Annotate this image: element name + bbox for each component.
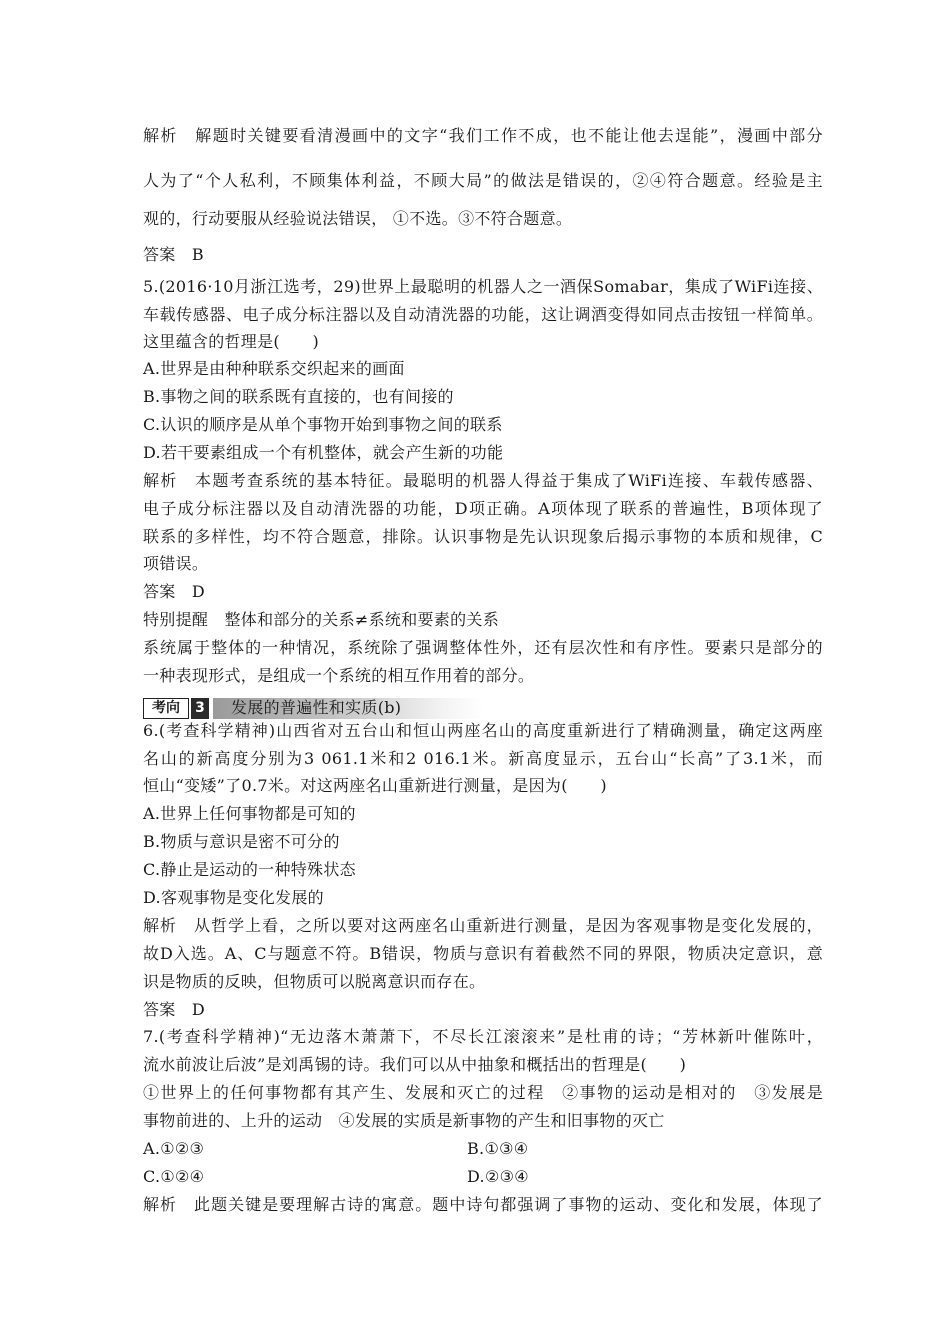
- q6-option-d: D.客观事物是变化发展的: [143, 888, 324, 907]
- q5-option-a: A.世界是由种种联系交织起来的画面: [143, 359, 405, 378]
- analysis-q6-line2: 故D入选。A、C与题意不符。B错误，物质与意识有着截然不同的界限，物质决定意识，意: [143, 944, 823, 963]
- section-tag: 考向: [143, 698, 189, 719]
- analysis-q4-line1: 解析 解题时关键要看清漫画中的文字“我们工作不成，也不能让他去逞能”，漫画中部分: [143, 126, 823, 145]
- special-tip-line2: 一种表现形式，是组成一个系统的相互作用着的部分。: [143, 666, 535, 685]
- special-tip-heading: 特别提醒 整体和部分的关系≠系统和要素的关系: [143, 610, 500, 629]
- section-number: 3: [191, 698, 209, 719]
- q5-option-d: D.若干要素组成一个有机整体，就会产生新的功能: [143, 443, 504, 462]
- analysis-q5-line1: 解析 本题考查系统的基本特征。最聪明的机器人得益于集成了WiFi连接、车载传感器、: [143, 471, 823, 490]
- analysis-q4-line3: 观的，行动要服从经验说法错误， ①不选。③不符合题意。: [143, 209, 573, 228]
- analysis-q6-line1: 解析 从哲学上看，之所以要对这两座名山重新进行测量，是因为客观事物是变化发展的，: [143, 916, 823, 935]
- question-6-line2: 名山的新高度分别为3 061.1米和2 016.1米。新高度显示，五台山“长高”了3.1米，而: [143, 749, 823, 768]
- q6-option-a: A.世界上任何事物都是可知的: [143, 804, 356, 823]
- analysis-q5-line3: 联系的多样性，均不符合题意，排除。认识事物是先认识现象后揭示事物的本质和规律，C: [143, 527, 823, 546]
- question-5-line1: 5.(2016·10月浙江选考，29)世界上最聪明的机器人之一酒保Somabar，集成了WiFi连接、: [143, 277, 823, 296]
- question-6-line3: 恒山“变矮”了0.7米。对这两座名山重新进行测量，是因为( ): [143, 776, 607, 795]
- analysis-q6-line3: 识是物质的反映，但物质可以脱离意识而存在。: [143, 972, 486, 991]
- question-7-line2: 流水前波让后波”是刘禹锡的诗。我们可以从中抽象和概括出的哲理是( ): [143, 1055, 687, 1074]
- question-7-line1: 7.(考查科学精神)“无边落木萧萧下，不尽长江滚滚来”是杜甫的诗；“芳林新叶催陈叶，: [143, 1027, 823, 1046]
- answer-q4: 答案 B: [143, 245, 204, 264]
- q6-option-c: C.静止是运动的一种特殊状态: [143, 860, 356, 879]
- q7-option-d: D.②③④: [467, 1167, 529, 1186]
- question-5-line3: 这里蕴含的哲理是( ): [143, 332, 320, 351]
- special-tip-line1: 系统属于整体的一种情况，系统除了强调整体性外，还有层次性和有序性。要素只是部分的: [143, 638, 823, 657]
- analysis-q5-line4: 项错误。: [143, 554, 209, 573]
- question-6-line1: 6.(考查科学精神)山西省对五台山和恒山两座名山的高度重新进行了精确测量，确定这两座: [143, 721, 823, 740]
- q6-option-b: B.物质与意识是密不可分的: [143, 832, 340, 851]
- q5-option-c: C.认识的顺序是从单个事物开始到事物之间的联系: [143, 415, 503, 434]
- q5-option-b: B.事物之间的联系既有直接的，也有间接的: [143, 387, 454, 406]
- analysis-q5-line2: 电子成分标注器以及自动清洗器的功能，D项正确。A项体现了联系的普遍性，B项体现了: [143, 499, 823, 518]
- section-header: [143, 698, 819, 719]
- analysis-q4-line2: 人为了“个人私利，不顾集体利益，不顾大局”的做法是错误的，②④符合题意。经验是主: [143, 171, 823, 190]
- q7-option-a: A.①②③: [143, 1139, 205, 1158]
- answer-q5: 答案 D: [143, 582, 206, 601]
- question-5-line2: 车载传感器、电子成分标注器以及自动清洗器的功能，这让调酒变得如同点击按钮一样简单。: [143, 305, 823, 324]
- q7-option-c: C.①②④: [143, 1167, 205, 1186]
- analysis-q7-line1: 解析 此题关键是要理解古诗的寓意。题中诗句都强调了事物的运动、变化和发展，体现了: [143, 1195, 823, 1214]
- section-title: 发展的普遍性和实质(b): [231, 698, 402, 717]
- q7-option-b: B.①③④: [467, 1139, 529, 1158]
- q7-statements-line1: ①世界上的任何事物都有其产生、发展和灭亡的过程 ②事物的运动是相对的 ③发展是: [143, 1083, 823, 1102]
- answer-q6: 答案 D: [143, 1000, 206, 1019]
- q7-statements-line2: 事物前进的、上升的运动 ④发展的实质是新事物的产生和旧事物的灭亡: [143, 1111, 665, 1130]
